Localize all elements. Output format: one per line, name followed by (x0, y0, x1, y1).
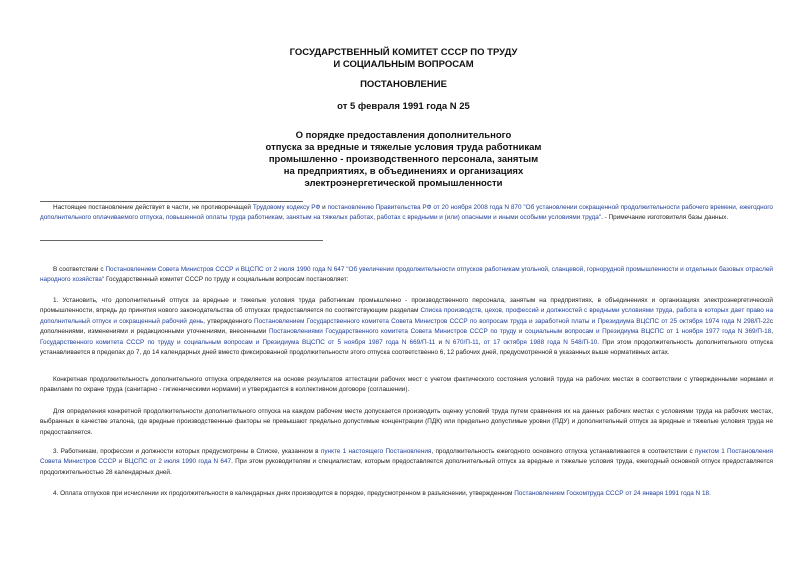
paragraph-text: . (709, 490, 711, 497)
paragraph-text: , утвержденного (203, 317, 255, 325)
resolution-647-link[interactable]: Постановлением Совета Министров СССР и ВЦСПС от 2 июля 1990 года N 647 "Об увеличении продолжительности отпусков работникам угольной, сланцевой, горнорудной промышленности и отдельных базовых отраслей народного хозяйства" (40, 266, 773, 284)
harmful-conditions-list-link[interactable]: Списка производств, цехов, профессий и должностей с вредными условиями труда, работа в которых дает право на дополнительный отпуск и сокращенный рабочий день (40, 307, 773, 325)
note-divider-top (40, 201, 303, 202)
note-text: Настоящее постановление действует в части, не противоречащей (53, 204, 253, 211)
paragraph-text: , (478, 338, 484, 346)
paragraph-text: Конкретная продолжительность дополнительного отпуска определяется на основе результатов аттестации рабочих мест с учетом фактического состояния условий труда на рабочих местах в соответствии с утвержденными нормами и правилами по охране труда (санитарно - гигиеническими нормами) и утверждается в коллективном договоре (соглашении). (40, 376, 773, 394)
document-date: от 5 февраля 1991 года N 25 (337, 101, 470, 112)
clause-1-paragraph (40, 296, 773, 358)
preamble-paragraph (40, 265, 773, 286)
issuer-name (0, 47, 807, 71)
paragraph-text: Государственный комитет СССР по труду и социальным вопросам постановляет: (104, 276, 349, 284)
clause-2-paragraph (40, 375, 773, 396)
title-line: электроэнергетической промышленности (304, 178, 503, 189)
note-divider-bottom (40, 240, 323, 241)
resolution-669-link[interactable]: Государственного комитета СССР по труду и социальным вопросам и Президиума ВЦСПС от 5 ноября 1987 года N 669/П-11 (40, 338, 436, 346)
resolution-298-link[interactable]: Постановлением Государственного комитета Совета Министров СССР по вопросам труда и заработной платы и Президиума ВЦСПС от 25 октября 1974 года N 298/П-22 (254, 317, 770, 325)
paragraph-text: и (435, 338, 446, 346)
clause-1-reference-link[interactable]: пункте 1 настоящего Постановления (320, 448, 432, 455)
editor-note (40, 203, 773, 224)
resolution-369-link[interactable]: Постановлениями Государственного комитета Совета Министров СССР по труду и социальным вопросам и Президиума ВЦСПС от 1 ноября 1977 года N 369/П-18 (268, 328, 772, 336)
resolution-670-link[interactable]: N 670/П-11 (445, 338, 479, 346)
paragraph-text: , продолжительность ежегодного основного отпуска устанавливается в соответствии с (431, 448, 696, 455)
document-title (0, 130, 807, 190)
title-line: промышленно - производственного персонала, занятым (268, 154, 539, 165)
note-text: и (320, 204, 328, 211)
paragraph-text: Для определения конкретной продолжительности дополнительного отпуска на каждом рабочем месте допускается производить оценку условий труда путем сравнения их на данных рабочих местах с условиями труда на рабочих местах, выбранных в качестве эталона, где вредные производственные факторы не превышают предельно допустимые концентрации (ПДК) или предельно допустимые уровни (ПДУ) и дополнительный отпуск за вредные и тяжелые условия труда не предоставляется. (40, 408, 773, 436)
issuer-line-1: ГОСУДАРСТВЕННЫЙ КОМИТЕТ СССР ПО ТРУДУ (289, 47, 518, 58)
paragraph-text: 4. Оплата отпусков при исчислении их продолжительности в календарных днях производится в порядке, предусмотренном в разъяснении, утвержденном (53, 490, 515, 497)
title-line: на предприятиях, в объединениях и организациях (283, 166, 524, 177)
clause-3-paragraph (40, 447, 773, 478)
paragraph-text: с дополнениями, изменениями и редакционными уточнениями, внесенными (40, 317, 774, 336)
paragraph-text: . При этом продолжительность дополнительного отпуска устанавливается в пределах до 7, до 14 календарных дней вместо фиксированной продолжительности этого отпуска соответственно 6, 12 рабочих дней, предусмотренной в указанных выше нормативных актах. (40, 338, 773, 357)
paragraph-text: 1. Установить, что дополнительный отпуск за вредные и тяжелые условия труда работникам промышленно - производственного персонала, занятым на предприятиях, в объединениях и организациях электроэнергетической промышленности, впредь до принятия нового законодательства об отпусках предоставляется по соответствующим разделам (40, 297, 773, 315)
document-type: ПОСТАНОВЛЕНИЕ (360, 79, 447, 90)
resolution-548-link[interactable]: от 17 октября 1988 года N 548/П-10 (483, 338, 598, 346)
paragraph-text: . При этом руководителям и специалистам, которым предоставляется дополнительный отпуск за вредные и тяжелые условия труда, ежегодный основной отпуск предоставляется продолжительностью 28 календарных дней. (40, 458, 773, 476)
goskomtrud-resolution-18-link[interactable]: Постановлением Госкомтруда СССР от 24 января 1991 года N 18 (514, 490, 710, 497)
clause-2-continuation-paragraph (40, 407, 773, 438)
resolution-647-clause-1-link[interactable]: пунктом 1 Постановления Совета Министров СССР и ВЦСПС от 2 июля 1990 года N 647 (40, 448, 773, 466)
clause-4-paragraph (40, 489, 773, 499)
title-line: О порядке предоставления дополнительного (295, 130, 512, 141)
title-line: отпуска за вредные и тяжелые условия труда работникам (265, 142, 542, 153)
paragraph-text: В соответствии с (53, 266, 106, 273)
issuer-line-2: И СОЦИАЛЬНЫМ ВОПРОСАМ (333, 59, 474, 70)
labor-code-link[interactable]: Трудовому кодексу РФ (252, 204, 321, 211)
paragraph-text: 3. Работникам, профессии и должности которых предусмотрены в Списке, указанном в (53, 448, 321, 455)
note-text: . - Примечание изготовителя базы данных. (601, 214, 729, 222)
paragraph-text: , (771, 328, 773, 336)
government-resolution-link[interactable]: постановлению Правительства РФ от 20 ноября 2008 года N 870 "Об установлении сокращенной продолжительности рабочего времени, ежегодного дополнительного оплачиваемого отпуска, повышенной оплаты труда работникам, занятым на тяжелых работах, работах с вредными и (или) опасными и иными особыми условиями труда" (40, 204, 773, 222)
